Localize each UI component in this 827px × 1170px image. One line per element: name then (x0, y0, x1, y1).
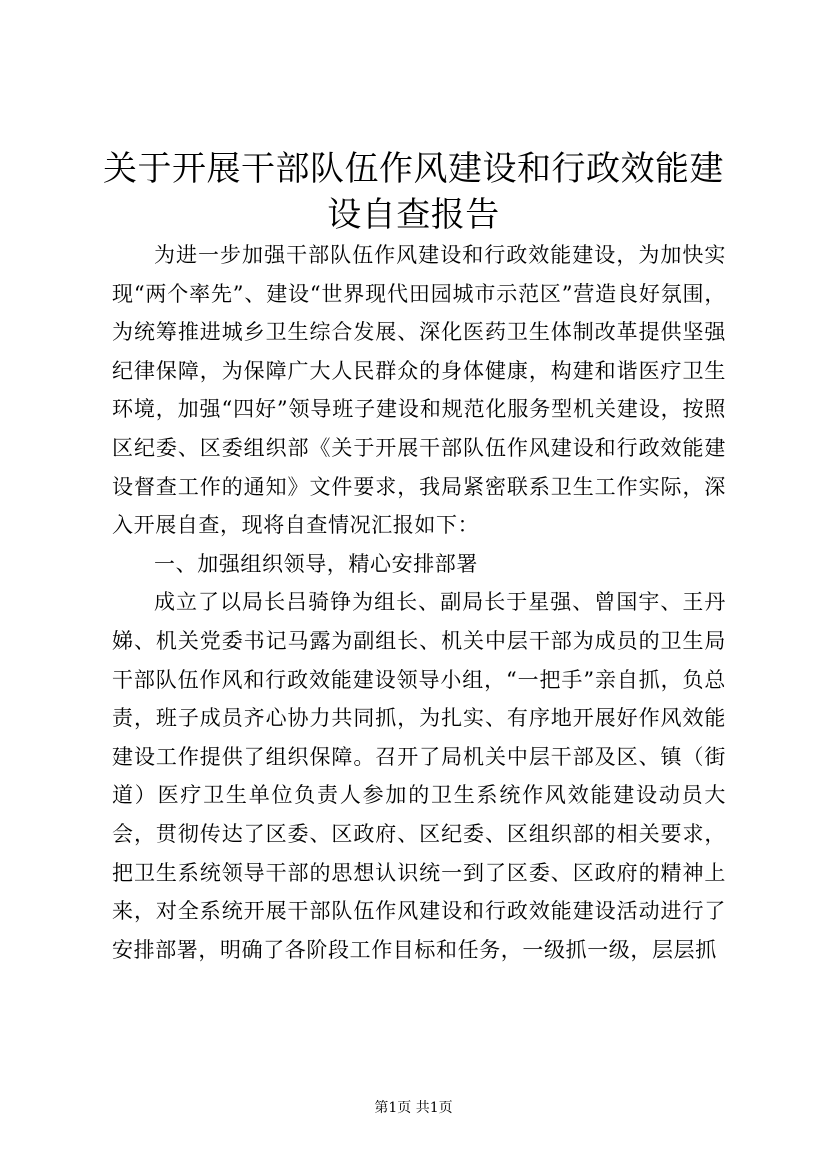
section-heading: 一、加强组织领导，精心安排部署 (154, 551, 478, 576)
document-body (112, 236, 726, 969)
document-title: 关于开展干部队伍作风建设和行政效能建设自查报告 (103, 149, 724, 235)
section-paragraph: 成立了以局长吕骑铮为组长、副局长于星强、曾国宇、王丹娣、机关党委书记马露为副组长、机关中层干部为成员的卫生局干部队伍作风和行政效能建设领导小组，“一把手”亲自抓，负总责，班子成员齐心协力共同抓，为扎实、有序地开展好作风效能建设工作提供了组织保障。召开了局机关中层干部及区、镇（街道）医疗卫生单位负责人参加的卫生系统作风效能建设动员大会，贯彻传达了区委、区政府、区纪委、区组织部的相关要求，把卫生系统领导干部的思想认识统一到了区委、区政府的精神上来，对全系统开展干部队伍作风建设和行政效能建设活动进行了安排部署，明确了各阶段工作目标和任务，一级抓一级，层层抓 (112, 590, 726, 962)
intro-paragraph: 为进一步加强干部队伍作风建设和行政效能建设，为加快实现“两个率先”、建设“世界现代田园城市示范区”营造良好氛围，为统筹推进城乡卫生综合发展、深化医药卫生体制改革提供坚强纪律保障，为保障广大人民群众的身体健康，构建和谐医疗卫生环境，加强“四好”领导班子建设和规范化服务型机关建设，按照区纪委、区委组织部《关于开展干部队伍作风建设和行政效能建设督查工作的通知》文件要求，我局紧密联系卫生工作实际，深入开展自查，现将自查情况汇报如下： (112, 243, 726, 538)
page-footer: 第1页 共1页 (374, 1100, 453, 1116)
